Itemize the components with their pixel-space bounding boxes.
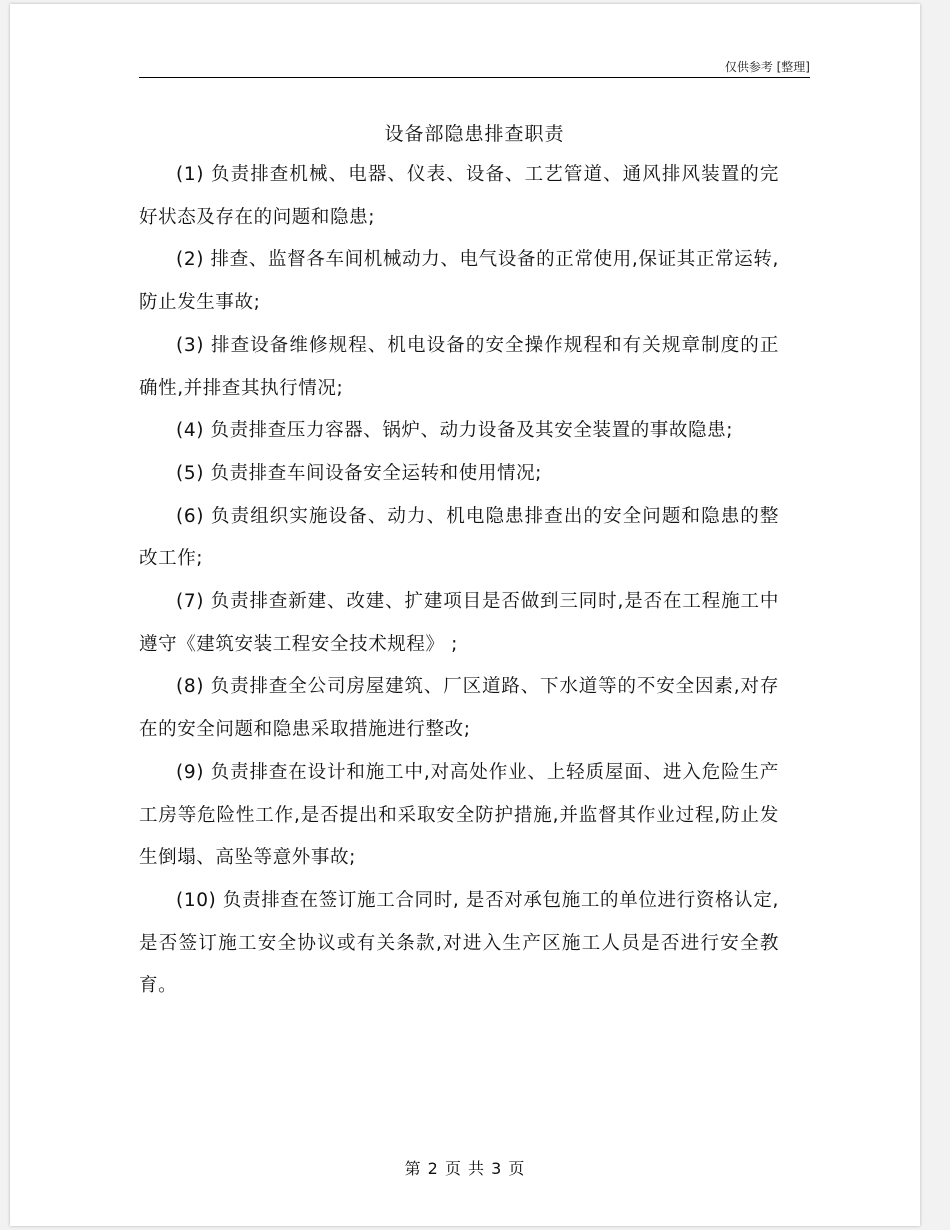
paragraph-3: (3) 排查设备维修规程、机电设备的安全操作规程和有关规章制度的正确性,并排查其执行情况; <box>139 334 779 399</box>
paragraph-6: (6) 负责组织实施设备、动力、机电隐患排查出的安全问题和隐患的整改工作; <box>139 505 779 570</box>
page-number: 第 2 页 共 3 页 <box>404 1159 526 1178</box>
header-divider <box>139 77 810 78</box>
header-note: 仅供参考 [整理] <box>724 60 810 74</box>
paragraph-2: (2) 排查、监督各车间机械动力、电气设备的正常使用,保证其正常运转,防止发生事故; <box>139 249 779 314</box>
paragraph-9: (9) 负责排查在设计和施工中,对高处作业、上轻质屋面、进入危险生产工房等危险性工作,是否提出和采取安全防护措施,并监督其作业过程,防止发生倒塌、高坠等意外事故; <box>139 761 779 869</box>
paragraph-7: (7) 负责排查新建、改建、扩建项目是否做到三同时,是否在工程施工中遵守《建筑安装工程安全技术规程》 ; <box>139 591 779 655</box>
paragraph-10: (10) 负责排查在签订施工合同时, 是否对承包施工的单位进行资格认定,是否签订施工安全协议或有关条款,对进入生产区施工人员是否进行安全教育。 <box>139 889 779 997</box>
paragraph-8: (8) 负责排查全公司房屋建筑、厂区道路、下水道等的不安全因素,对存在的安全问题和隐患采取措施进行整改; <box>139 676 779 741</box>
paragraph-1: (1) 负责排查机械、电器、仪表、设备、工艺管道、通风排风装置的完好状态及存在的问题和隐患; <box>139 164 779 228</box>
document-title: 设备部隐患排查职责 <box>384 123 565 145</box>
paragraph-4: (4) 负责排查压力容器、锅炉、动力设备及其安全装置的事故隐患; <box>176 420 734 442</box>
document-page <box>10 4 920 1226</box>
document-body <box>139 154 779 1008</box>
paragraph-5: (5) 负责排查车间设备安全运转和使用情况; <box>176 462 543 484</box>
